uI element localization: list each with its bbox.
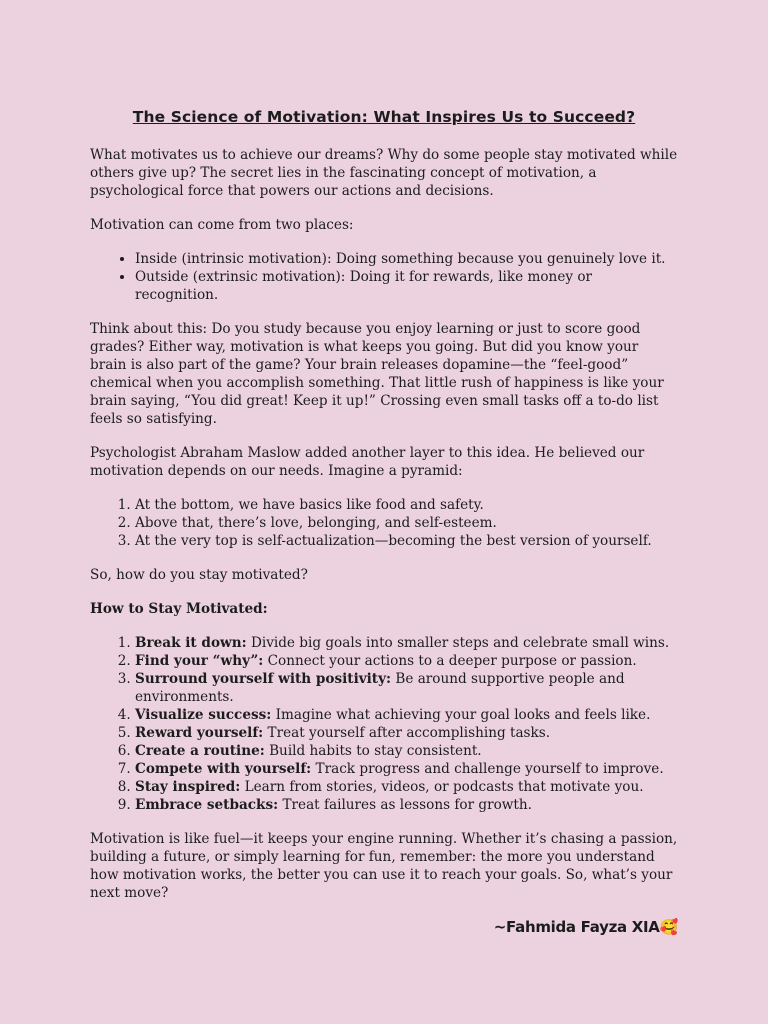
- sources-intro: Motivation can come from two places:: [90, 217, 354, 233]
- tip-text: Treat failures as lessons for growth.: [278, 797, 532, 813]
- closing-paragraph: Motivation is like fuel—it keeps your engine running. Whether it’s chasing a passion, building a future, or simply learning for fun, remember: the more you understand how motivation works, the better you can use it to reach your goals. So, what’s your next move?: [90, 831, 678, 901]
- tip-label: Stay inspired:: [135, 779, 241, 795]
- list-item: [135, 796, 678, 814]
- list-item: 1. At the bottom, we have basics like food and safety.: [135, 496, 678, 514]
- intro-paragraph: What motivates us to achieve our dreams? Why do some people stay motivated while others give up? The secret lies in the fascinating concept of motivation, a psychological force that powers our actions and decisions.: [90, 147, 678, 199]
- tip-text: Build habits to stay consistent.: [264, 743, 482, 759]
- document-title: The Science of Motivation: What Inspires Us to Succeed?: [132, 108, 636, 126]
- list-item: [135, 778, 678, 796]
- tip-label: Break it down:: [135, 635, 247, 651]
- list-item: [135, 706, 678, 724]
- tip-text: Connect your actions to a deeper purpose or passion.: [263, 653, 637, 669]
- question-paragraph: So, how do you stay motivated?: [90, 567, 308, 583]
- list-item: 2. Above that, there’s love, belonging, and self-esteem.: [135, 514, 678, 532]
- list-item: [135, 670, 678, 706]
- tip-text: Imagine what achieving your goal looks and feels like.: [271, 707, 651, 723]
- tips-heading: How to Stay Motivated:: [90, 601, 268, 617]
- list-item: [135, 760, 678, 778]
- tips-list: [90, 634, 678, 814]
- tip-text: Be around supportive people and environments.: [135, 671, 625, 705]
- tip-text: Treat yourself after accomplishing tasks.: [263, 725, 551, 741]
- list-item: 3. At the very top is self-actualization—becoming the best version of yourself.: [135, 532, 678, 550]
- tip-label: Reward yourself:: [135, 725, 264, 741]
- smiling-face-with-hearts-icon: 🥰: [659, 918, 678, 936]
- tip-label: Create a routine:: [135, 743, 265, 759]
- tip-label: Compete with yourself:: [135, 761, 312, 777]
- list-item: [135, 652, 678, 670]
- signature-text: ~Fahmida Fayza XIA: [493, 918, 660, 936]
- list-item: • Outside (extrinsic motivation): Doing it for rewards, like money or recognition.: [135, 268, 678, 304]
- author-signature: [90, 918, 678, 936]
- list-item: [135, 742, 678, 760]
- list-item: • Inside (intrinsic motivation): Doing something because you genuinely love it.: [135, 250, 678, 268]
- maslow-paragraph: Psychologist Abraham Maslow added another layer to this idea. He believed our motivation depends on our needs. Imagine a pyramid:: [90, 445, 645, 479]
- pyramid-list: [90, 496, 678, 550]
- list-item: [135, 724, 678, 742]
- tip-text: Track progress and challenge yourself to improve.: [311, 761, 664, 777]
- tip-label: Visualize success:: [135, 707, 272, 723]
- tip-text: Divide big goals into smaller steps and celebrate small wins.: [246, 635, 670, 651]
- tip-label: Embrace setbacks:: [135, 797, 279, 813]
- brain-paragraph: Think about this: Do you study because you enjoy learning or just to score good grades? Either way, motivation is what keeps you going. But did you know your brain is also part of the game? Your brain releases dopamine—the “feel-good” chemical when you accomplish something. That little rush of happiness is like your brain saying, “You did great! Keep it up!” Crossing even small tasks off a to-do list feels so satisfying.: [90, 321, 664, 427]
- motivation-sources-list: [90, 250, 678, 304]
- tip-text: Learn from stories, videos, or podcasts that motivate you.: [240, 779, 644, 795]
- list-item: [135, 634, 678, 652]
- tip-label: Find your “why”:: [135, 653, 264, 669]
- tip-label: Surround yourself with positivity:: [135, 671, 392, 687]
